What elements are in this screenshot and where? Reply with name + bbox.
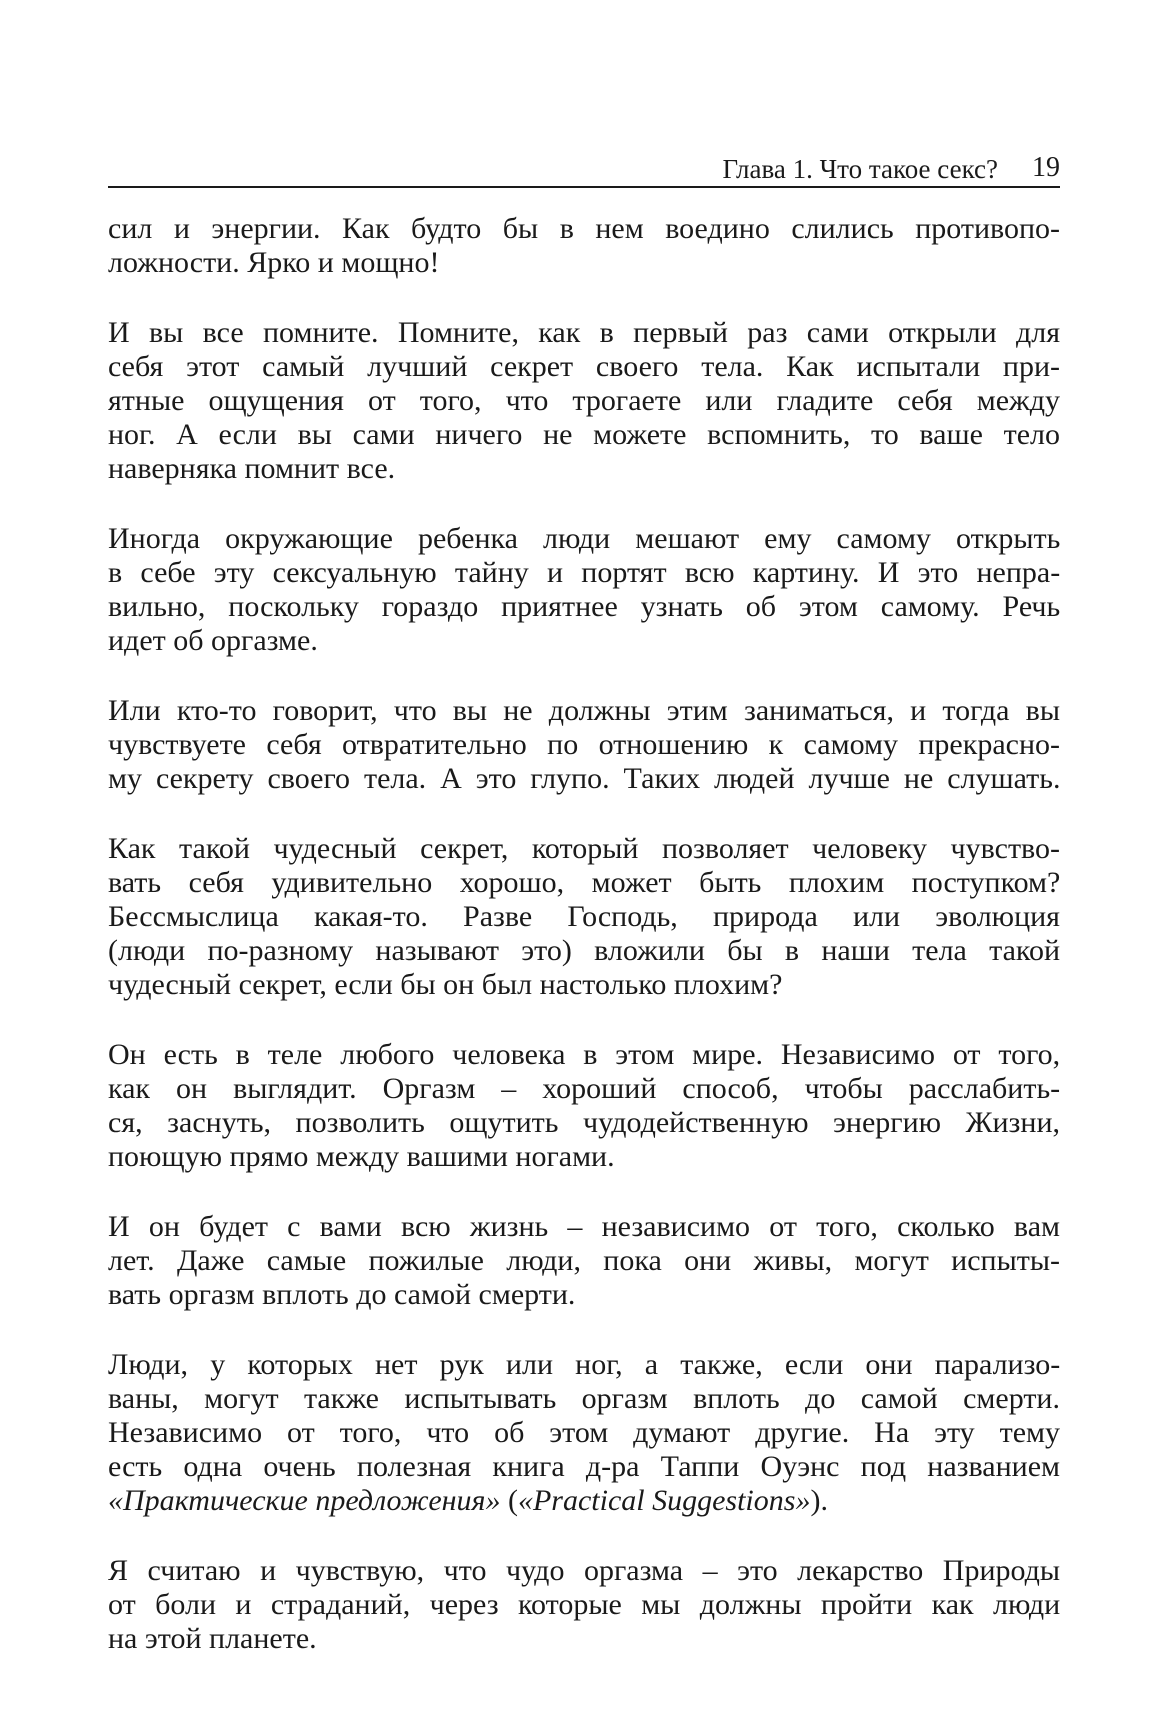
- paragraph-5: [108, 832, 1060, 1002]
- text-line: Иногда окружающие ребенка люди мешают ему самому открыть: [108, 522, 1061, 555]
- text-line: как он выглядит. Оргазм – хороший способ, чтобы расслабить-: [108, 1072, 1061, 1105]
- paragraph-2: [108, 316, 1060, 486]
- text-line: чувствуете себя отвратительно по отношению к самому прекрасно-: [108, 728, 1060, 761]
- text-line: есть одна очень полезная книга д-ра Таппи Оуэнс под названием: [108, 1450, 1060, 1483]
- paragraph-3: [108, 522, 1060, 658]
- paragraph-1: [108, 212, 1060, 280]
- text-line: в себе эту сексуальную тайну и портят всю картину. И это непра-: [108, 556, 1061, 589]
- paragraph-6: [108, 1038, 1060, 1174]
- text-fragment: (: [500, 1484, 518, 1517]
- text-line: сил и энергии. Как будто бы в нем воедино слились противопо-: [108, 212, 1061, 245]
- book-title-ru: «Практические предложения»: [108, 1484, 501, 1517]
- text-line: на этой планете.: [108, 1622, 317, 1655]
- text-line: вать себя удивительно хорошо, может быть плохим поступком?: [108, 866, 1061, 899]
- paragraph-8: [108, 1348, 1060, 1518]
- text-line: му секрету своего тела. А это глупо. Таких людей лучше не слушать.: [108, 762, 1061, 795]
- running-header: [108, 148, 1060, 188]
- text-line: наверняка помнит все.: [108, 452, 396, 485]
- text-line: вать оргазм вплоть до самой смерти.: [108, 1278, 576, 1311]
- text-line: идет об оргазме.: [108, 624, 318, 657]
- text-line: ложности. Ярко и мощно!: [108, 246, 440, 279]
- text-line: от боли и страданий, через которые мы должны пройти как люди: [108, 1588, 1061, 1621]
- text-line: чудесный секрет, если бы он был настолько плохим?: [108, 968, 783, 1001]
- text-line: Я считаю и чувствую, что чудо оргазма – это лекарство Природы: [108, 1554, 1061, 1587]
- text-line: ваны, могут также испытывать оргазм вплоть до самой смерти.: [108, 1382, 1060, 1415]
- text-line: Или кто-то говорит, что вы не должны этим заниматься, и тогда вы: [108, 694, 1060, 727]
- chapter-title: Глава 1. Что такое секс?: [722, 154, 998, 184]
- page-body: [108, 212, 1060, 1692]
- text-line: поющую прямо между вашими ногами.: [108, 1140, 615, 1173]
- book-title-en: «Practical Suggestions»: [517, 1484, 811, 1517]
- text-line: лет. Даже самые пожилые люди, пока они живы, могут испыты-: [108, 1244, 1060, 1277]
- text-line: вильно, поскольку гораздо приятнее узнать об этом самому. Речь: [108, 590, 1061, 623]
- paragraph-4: [108, 694, 1060, 796]
- text-line: Независимо от того, что об этом думают другие. На эту тему: [108, 1416, 1060, 1449]
- text-line: (люди по-разному называют это) вложили бы в наши тела такой: [108, 934, 1061, 967]
- text-line: И он будет с вами всю жизнь – независимо от того, сколько вам: [108, 1210, 1060, 1243]
- text-line: Бессмыслица какая-то. Разве Господь, природа или эволюция: [108, 900, 1060, 933]
- text-line: себя этот самый лучший секрет своего тела. Как испытали при-: [108, 350, 1060, 383]
- text-fragment: ).: [810, 1484, 828, 1517]
- text-line: Он есть в теле любого человека в этом мире. Независимо от того,: [108, 1038, 1061, 1071]
- page-number: 19: [1032, 152, 1060, 183]
- text-line: И вы все помните. Помните, как в первый раз сами открыли для: [108, 316, 1060, 349]
- paragraph-7: [108, 1210, 1060, 1312]
- text-line-book-title: [108, 1484, 1060, 1518]
- text-line: ног. А если вы сами ничего не можете вспомнить, то ваше тело: [108, 418, 1060, 451]
- text-line: Люди, у которых нет рук или ног, а также, если они парализо-: [108, 1348, 1061, 1381]
- text-line: ся, заснуть, позволить ощутить чудодейственную энергию Жизни,: [108, 1106, 1060, 1139]
- text-line: ятные ощущения от того, что трогаете или гладите себя между: [108, 384, 1060, 417]
- text-line: Как такой чудесный секрет, который позволяет человеку чувство-: [108, 832, 1060, 865]
- paragraph-9: [108, 1554, 1060, 1656]
